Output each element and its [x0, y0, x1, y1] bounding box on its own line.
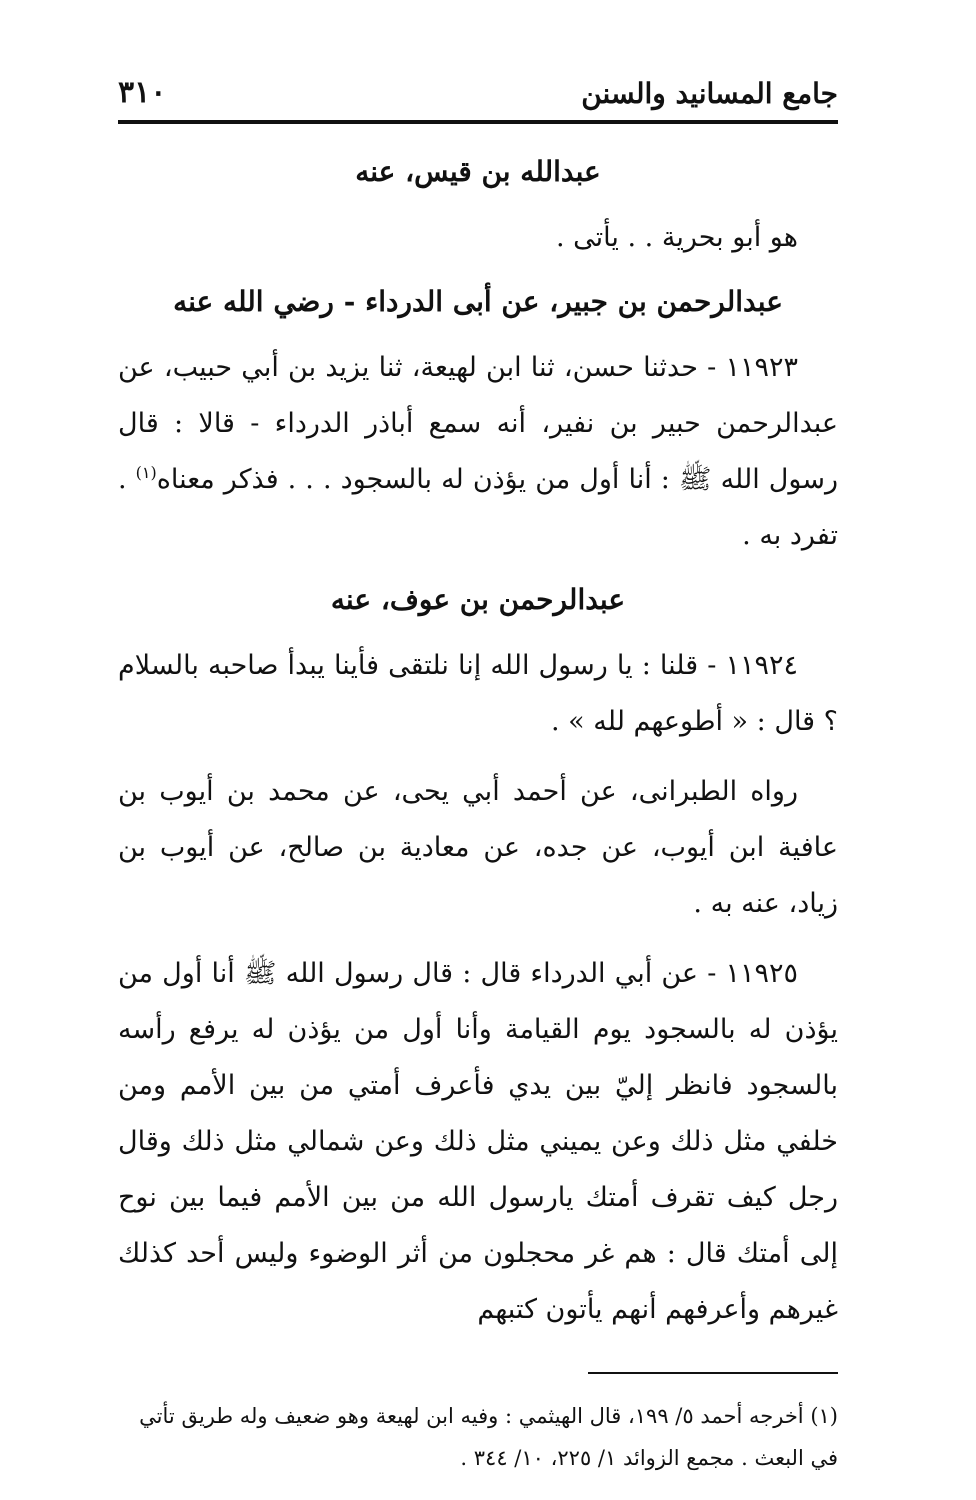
header-rule [118, 120, 838, 124]
footnote-marker: (١) [135, 463, 157, 482]
section-heading-abdulrahman-bin-jubayr: عبدالرحمن بن جبير، عن أبى الدرداء - رضي الله عنه [173, 285, 783, 318]
page-number: ٣١٠ [118, 75, 167, 110]
book-title: جامع المسانيد والسنن [581, 77, 838, 110]
footnote-1: (١) أخرجه أحمد ٥/ ١٩٩، قال الهيثمي : وفيه ابن لهيعة وهو ضعيف وله طريق تأتي في البعث . مجمع الزوائد ١/ ٢٢٥، ١٠/ ٣٤٤ . [139, 1404, 838, 1470]
section-heading-abdullah-bin-qays: عبدالله بن قيس، عنه [355, 155, 601, 188]
paragraph-narration-chain: رواه الطبرانى، عن أحمد أبي يحى، عن محمد بن أيوب بن عافية ابن أيوب، عن جده، عن معادية بن صالح، عن أيوب بن زياد، عنه به . [118, 776, 838, 919]
paragraph-cross-reference: هو أبو بحرية . . يأتى . [556, 222, 798, 253]
hadith-11925: ١١٩٢٥ - عن أبي الدرداء قال : قال رسول الله ﷺ أنا أول من يؤذن له بالسجود يوم القيامة وأنا أول من يؤذن له يرفع رأسه بالسجود فانظر إليّ بين يدي فأعرف أمتي من بين الأمم ومن خلفي مثل ذلك وعن يميني مثل ذلك وعن شمالي مثل ذلك وقال رجل كيف تقرف أمتك يارسول الله من بين الأمم فيما بين نوح إلى أمتك قال : هم غر محجلون من أثر الوضوء وليس أحد كذلك غيرهم وأعرفهم أنهم يأتون كتبهم [118, 958, 838, 1325]
hadith-11923-text: ١١٩٢٣ - حدثنا حسن، ثنا ابن لهيعة، ثنا يزيد بن أبي حبيب، عن عبدالرحمن حبير بن نفير، أنه سمع أباذر الدرداء - قالا : قال رسول الله ﷺ : أنا أول من يؤذن له بالسجود . . . فذكر معناه [118, 352, 838, 495]
section-heading-abdulrahman-bin-awf: عبدالرحمن بن عوف، عنه [330, 583, 626, 616]
running-header [118, 58, 838, 110]
book-page [118, 58, 838, 1500]
hadith-11924: ١١٩٢٤ - قلنا : يا رسول الله إنا نلتقى فأينا يبدأ صاحبه بالسلام ؟ قال : « أطوعهم لله » . [118, 650, 838, 737]
hadith-11923: ١١٩٢٣ - حدثنا حسن، ثنا ابن لهيعة، ثنا يزيد بن أبي حبيب، عن عبدالرحمن حبير بن نفير، أنه سمع أباذر الدرداء - قالا : قال رسول الله ﷺ : أنا أول من يؤذن له بالسجود . . . فذكر معناه$^{(١)}$ . تفرد به . [118, 352, 838, 551]
hadith-11923-tail: تفرد به . [742, 520, 838, 551]
footnote-rule [588, 1372, 838, 1374]
